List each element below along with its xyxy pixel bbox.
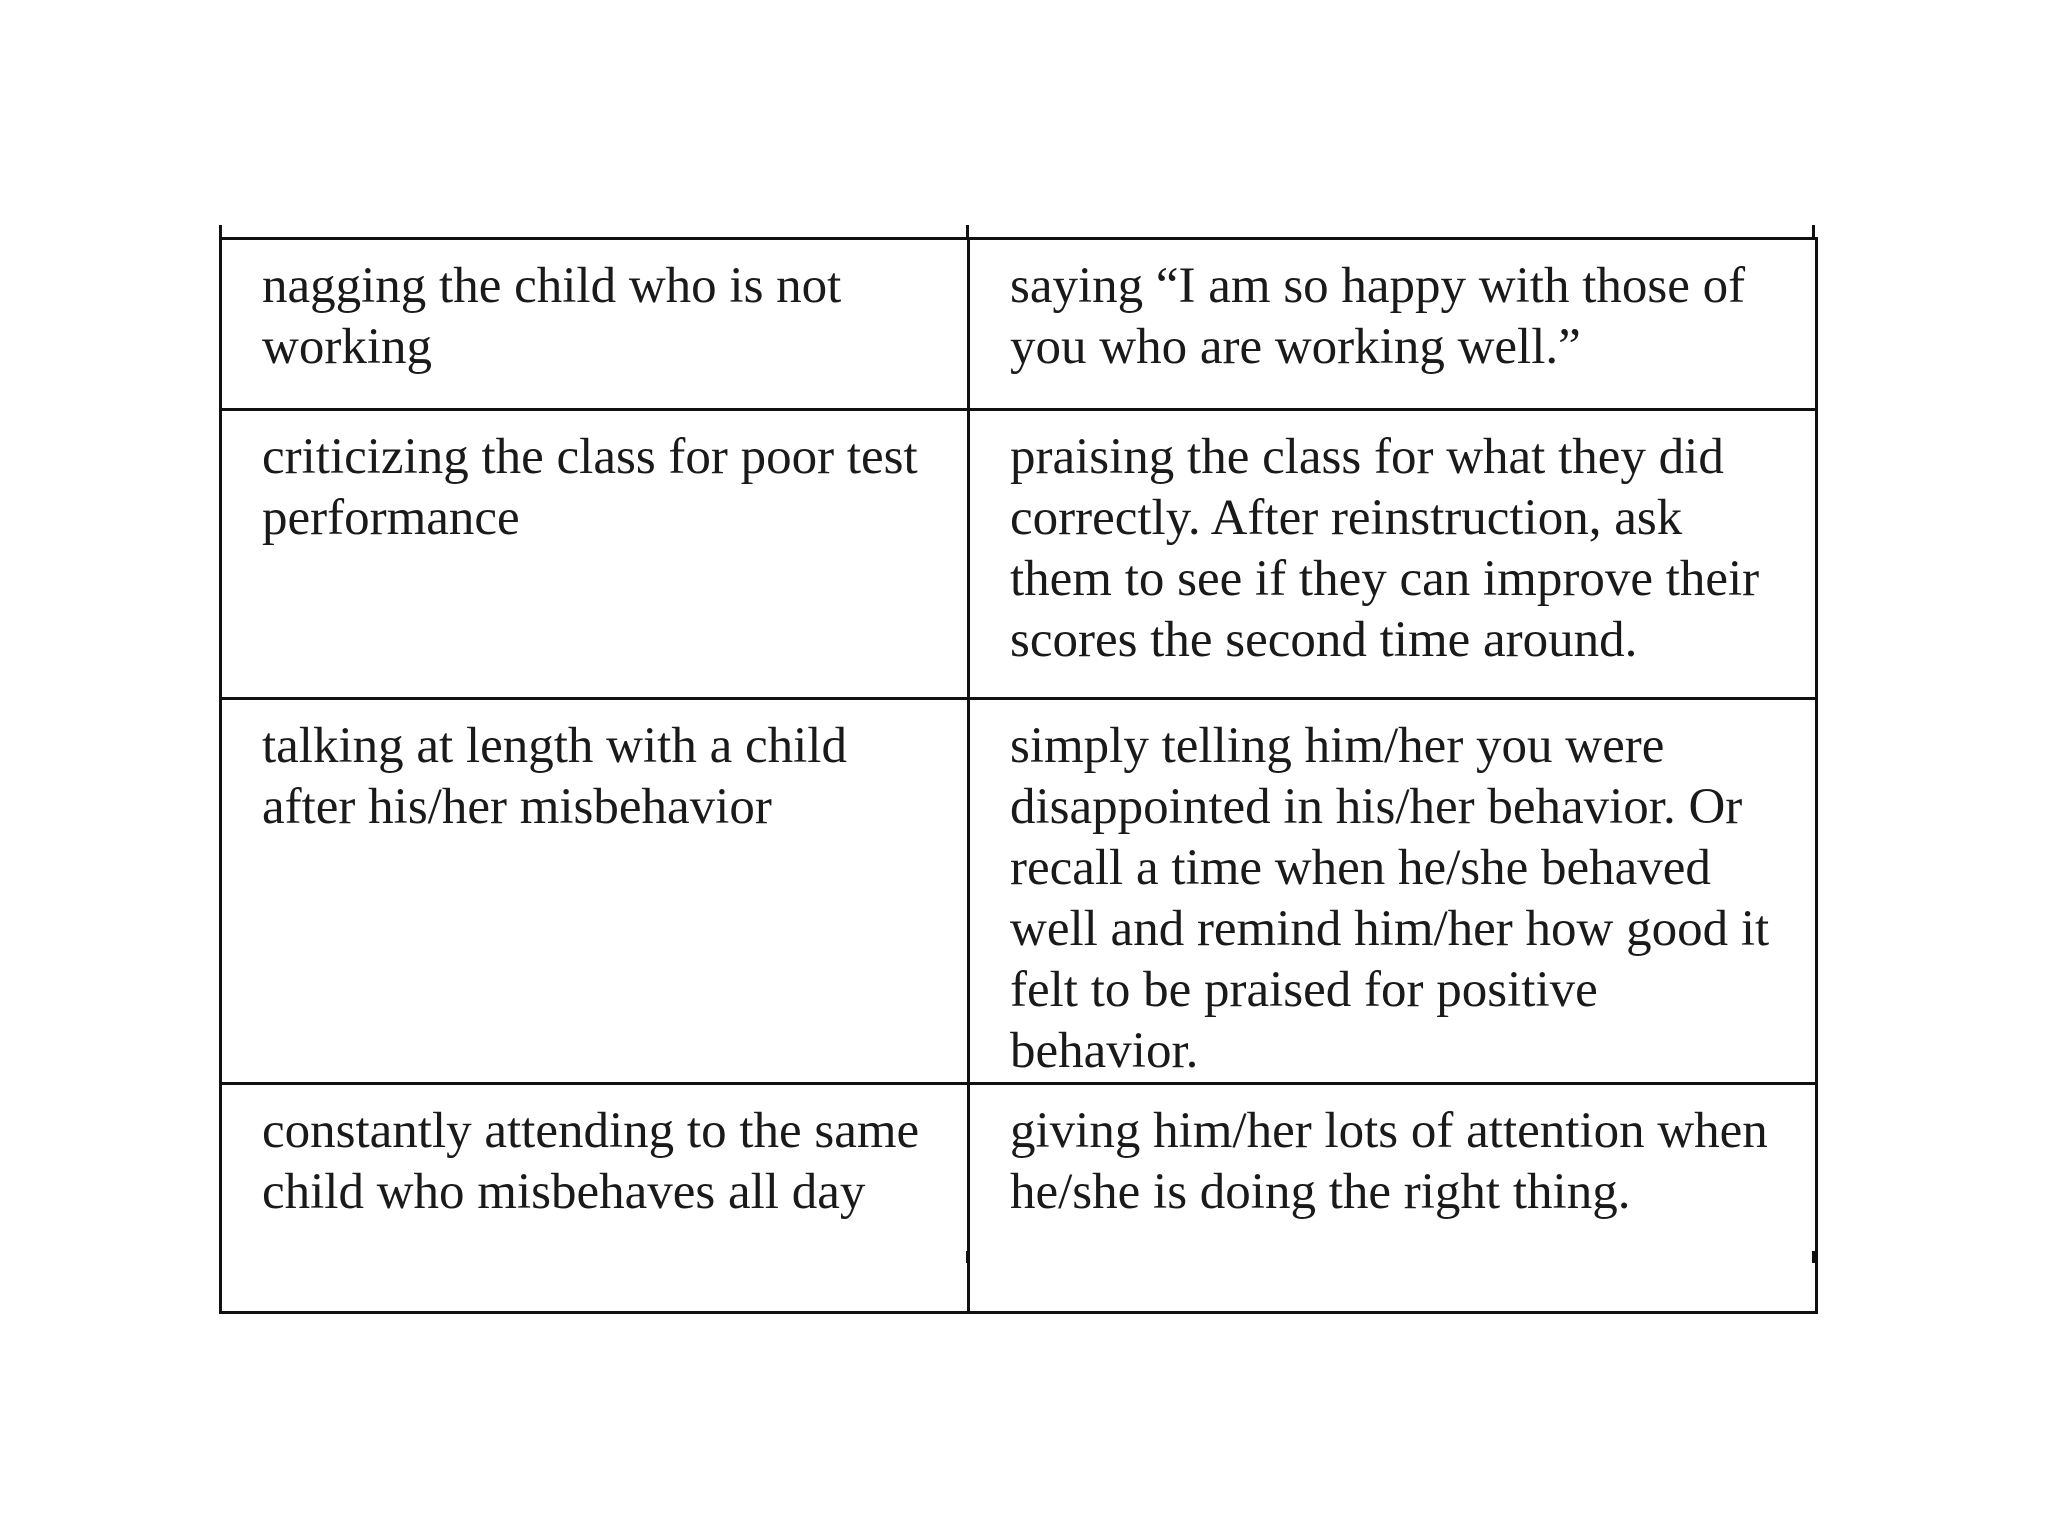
grid-tick-mark	[966, 225, 969, 237]
table-cell-left: constantly attending to the same child who misbehaves all day	[221, 1084, 969, 1313]
comparison-table-container	[219, 237, 1815, 1251]
table-cell-left: talking at length with a child after his/her misbehavior	[221, 699, 969, 1084]
grid-tick-mark	[1812, 1251, 1815, 1263]
table-row	[221, 699, 1817, 1084]
comparison-table	[219, 237, 1818, 1314]
table-cell-left: criticizing the class for poor test performance	[221, 410, 969, 699]
table-cell-left: nagging the child who is not working	[221, 239, 969, 410]
table-cell-right: saying “I am so happy with those of you who are working well.”	[969, 239, 1817, 410]
table-row	[221, 410, 1817, 699]
grid-tick-mark	[1812, 225, 1815, 237]
table-cell-right: simply telling him/her you were disappointed in his/her behavior. Or recall a time when he/she behaved well and remind him/her how good it felt to be praised for positive behavior.	[969, 699, 1817, 1084]
table-row	[221, 239, 1817, 410]
table-cell-right: praising the class for what they did correctly. After reinstruction, ask them to see if they can improve their scores the second time around.	[969, 410, 1817, 699]
grid-tick-mark	[219, 1251, 222, 1263]
table-cell-right: giving him/her lots of attention when he/she is doing the right thing.	[969, 1084, 1817, 1313]
grid-tick-mark	[219, 225, 222, 237]
table-row	[221, 1084, 1817, 1313]
grid-tick-mark	[966, 1251, 969, 1263]
